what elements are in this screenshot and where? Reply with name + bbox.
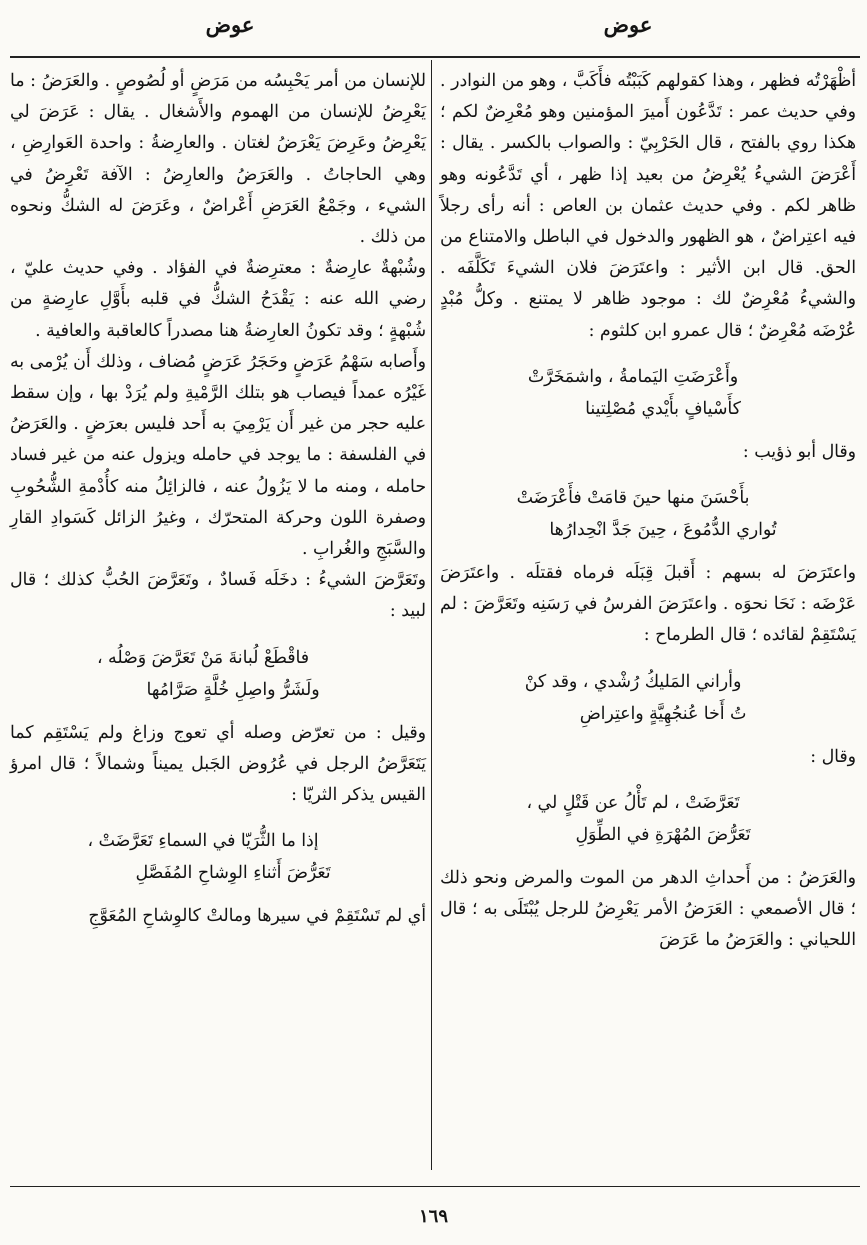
verse	[440, 361, 856, 425]
column-divider	[431, 60, 432, 1170]
running-head-right: عوض	[603, 12, 653, 37]
verse-hemistich: ولَشَرُّ واصِلِ خُلَّةٍ صَرَّامُها	[146, 679, 320, 700]
verse-hemistich: بأَحْسَنَ منها حينَ قامَتْ فأَعْرَضَتْ	[516, 488, 750, 509]
verse-hemistich: إذا ما الثُّرَيّا في السماءِ تَعَرَّضَتْ ،	[87, 831, 319, 852]
verse-hemistich: وأراني المَليكُ رُشْدي ، وقد كنْ	[524, 671, 742, 692]
paragraph: أي لم تَسْتَقِمْ في سيرها ومالتْ كالوِشاحِ المُعَوَّجِ	[88, 906, 426, 927]
paragraph: وقيل : من تعرّض وصله أي تعوج وزاغ ولم يَسْتَقِم كما يَتَعَرَّضُ الرجل في عُرُوض الجَبل يميناً وشمالاً ؛ قال امرؤ القيس يذكر الثريّا :	[10, 722, 426, 806]
verse-hemistich: وأَعْرَضَتِ اليَمامةُ ، واشمَخَرَّتْ	[527, 366, 739, 387]
verse-hemistich: تَعَرُّضَ أَثناءِ الوِشاحِ المُفَصَّلِ	[135, 863, 331, 884]
running-head-left: عوض	[205, 12, 255, 37]
verse	[440, 666, 856, 730]
verse-hemistich: تُ أَخا عُنجُهِيَّةٍ واعتِراضِ	[579, 703, 747, 724]
verse-hemistich: تَعَرَّضَتْ ، لم تَأْلُ عن قَتْلٍ لي ،	[526, 792, 740, 813]
paragraph: واعتَرَضَ له بسهم : أَقبلَ قِبَلَه فرماه فقتلَه . واعتَرَضَ عَرْضَه : نَحَا نحوَه . واعتَرَضَ الفرسُ في رَسَنِه وتَعَرَّضَ : لم يَسْتَقِمْ لقائده ؛ قال الطرماح :	[440, 563, 856, 646]
verse	[440, 787, 856, 851]
verse-hemistich: كأَسْيافٍ بأَيْدي مُصْلِتينا	[585, 398, 741, 419]
paragraph: والعَرَضُ : من أَحداثِ الدهر من الموت والمرض ونحو ذلك ؛ قال الأصمعي : العَرَضُ الأمر يَعْرِضُ للرجل يُبْتَلَى به ؛ قال اللحياني : والعَرَضُ ما عَرَضَ	[440, 867, 856, 951]
left-column	[10, 66, 426, 932]
verse	[440, 482, 856, 546]
page-number: ١٦٩	[418, 1206, 448, 1227]
paragraph: وتَعَرَّضَ الشيءُ : دخَلَه فَسادٌ ، وتَعَرَّضَ الحُبُّ كذلك ؛ قال لبيد :	[10, 570, 426, 622]
verse-hemistich: تَعَرُّضَ المُهْرَةِ في الطِّوَلِ	[575, 824, 751, 845]
verse	[10, 825, 426, 889]
right-column	[440, 66, 856, 956]
paragraph: للإنسان من أمر يَحْبِسُه من مَرَضٍ أو لُصُوصٍ . والعَرَضُ : ما يَعْرِضُ للإنسان من الهموم والأَشغال . يقال : عَرَضَ لي يَعْرِضُ وعَرِضَ يَعْرَضُ لغتان . والعارِضةُ : واحدة العَوارِضِ ، وهي الحاجاتُ . والعَرَضُ والعارِضُ : الآفة تَعْرِضُ في الشيء ، وجَمْعُ العَرَضِ أَعْراضٌ ، وعَرَضَ له الشكُّ ونحوه من ذلك .	[10, 71, 426, 248]
paragraph: أظْهَرْتُه فظهر ، وهذا كقولهم كَبَبْتُه فأَكَبَّ ، وهو من النوادر . وفي حديث عمر : تَدَّعُون أَميرَ المؤمنين وهو مُعْرِضٌ لكم ؛ هكذا روي بالفتح ، قال الحَرْبِيّ : والصواب بالكسر . يقال : أَعْرَضَ الشيءُ يُعْرِضُ من بعيد إذا ظهر ، أي تَدَّعُونه وهو ظاهر لكم . وفي حديث عثمان بن العاص : أنه رأى رجلاً فيه اعتِراضٌ ، هو الظهور والدخول في الباطل والامتناع من الحق. قال ابن الأثير : واعتَرَضَ فلان الشيءَ تَكَلَّفَه . والشيءُ مُعْرِضٌ لك : موجود ظاهر لا يمتنع . وكلُّ مُبْدٍ عُرْضَه مُعْرِضٌ ؛ قال عمرو ابن كلثوم :	[440, 71, 856, 341]
paragraph: وقال :	[810, 746, 856, 767]
verse-hemistich: تُواري الدُّمُوعَ ، حِينَ جَدَّ انْحِدارُها	[549, 520, 777, 541]
verse	[10, 642, 426, 706]
header-rule	[10, 56, 860, 58]
footer-rule	[10, 1186, 860, 1187]
paragraph: وقال أبو ذؤيب :	[742, 441, 856, 462]
paragraph: وشُبْهةٌ عارِضةٌ : معترِضةٌ في الفؤاد . وفي حديث عليّ ، رضي الله عنه : يَقْدَحُ الشكُّ في قلبه بأَوَّلِ عارِضةٍ من شُبْهةٍ ؛ وقد تكونُ العارِضةُ هنا مصدراً كالعاقبة والعافية .	[10, 258, 426, 341]
verse-hemistich: فاقْطَعْ لُبانةَ مَنْ تَعَرَّضَ وَصْلُه ،	[96, 647, 310, 668]
paragraph: وأَصابه سَهْمُ عَرَضٍ وحَجَرُ عَرَضٍ مُضاف ، وذلك أَن يُرْمى به غَيْرُه عمداً فيصاب هو بتلك الرَّمْيةِ ولم يُرَدْ بها ، وإن سقط عليه حجر من غير أَن يَرْمِيَ به أَحد فليس بعرَضٍ . والعَرَضُ في الفلسفة : ما يوجد في حامله ويزول عنه من غير فساد حامله ، ومنه ما لا يَزُولُ عنه ، فالزائِلُ منه كأُدْمةِ الشُّحُوبِ وصفرة اللون وحركة المتحرّك ، وغيرُ الزائل كَسَوادِ القارِ والسَّبَجِ والغُرابِ .	[10, 351, 426, 560]
